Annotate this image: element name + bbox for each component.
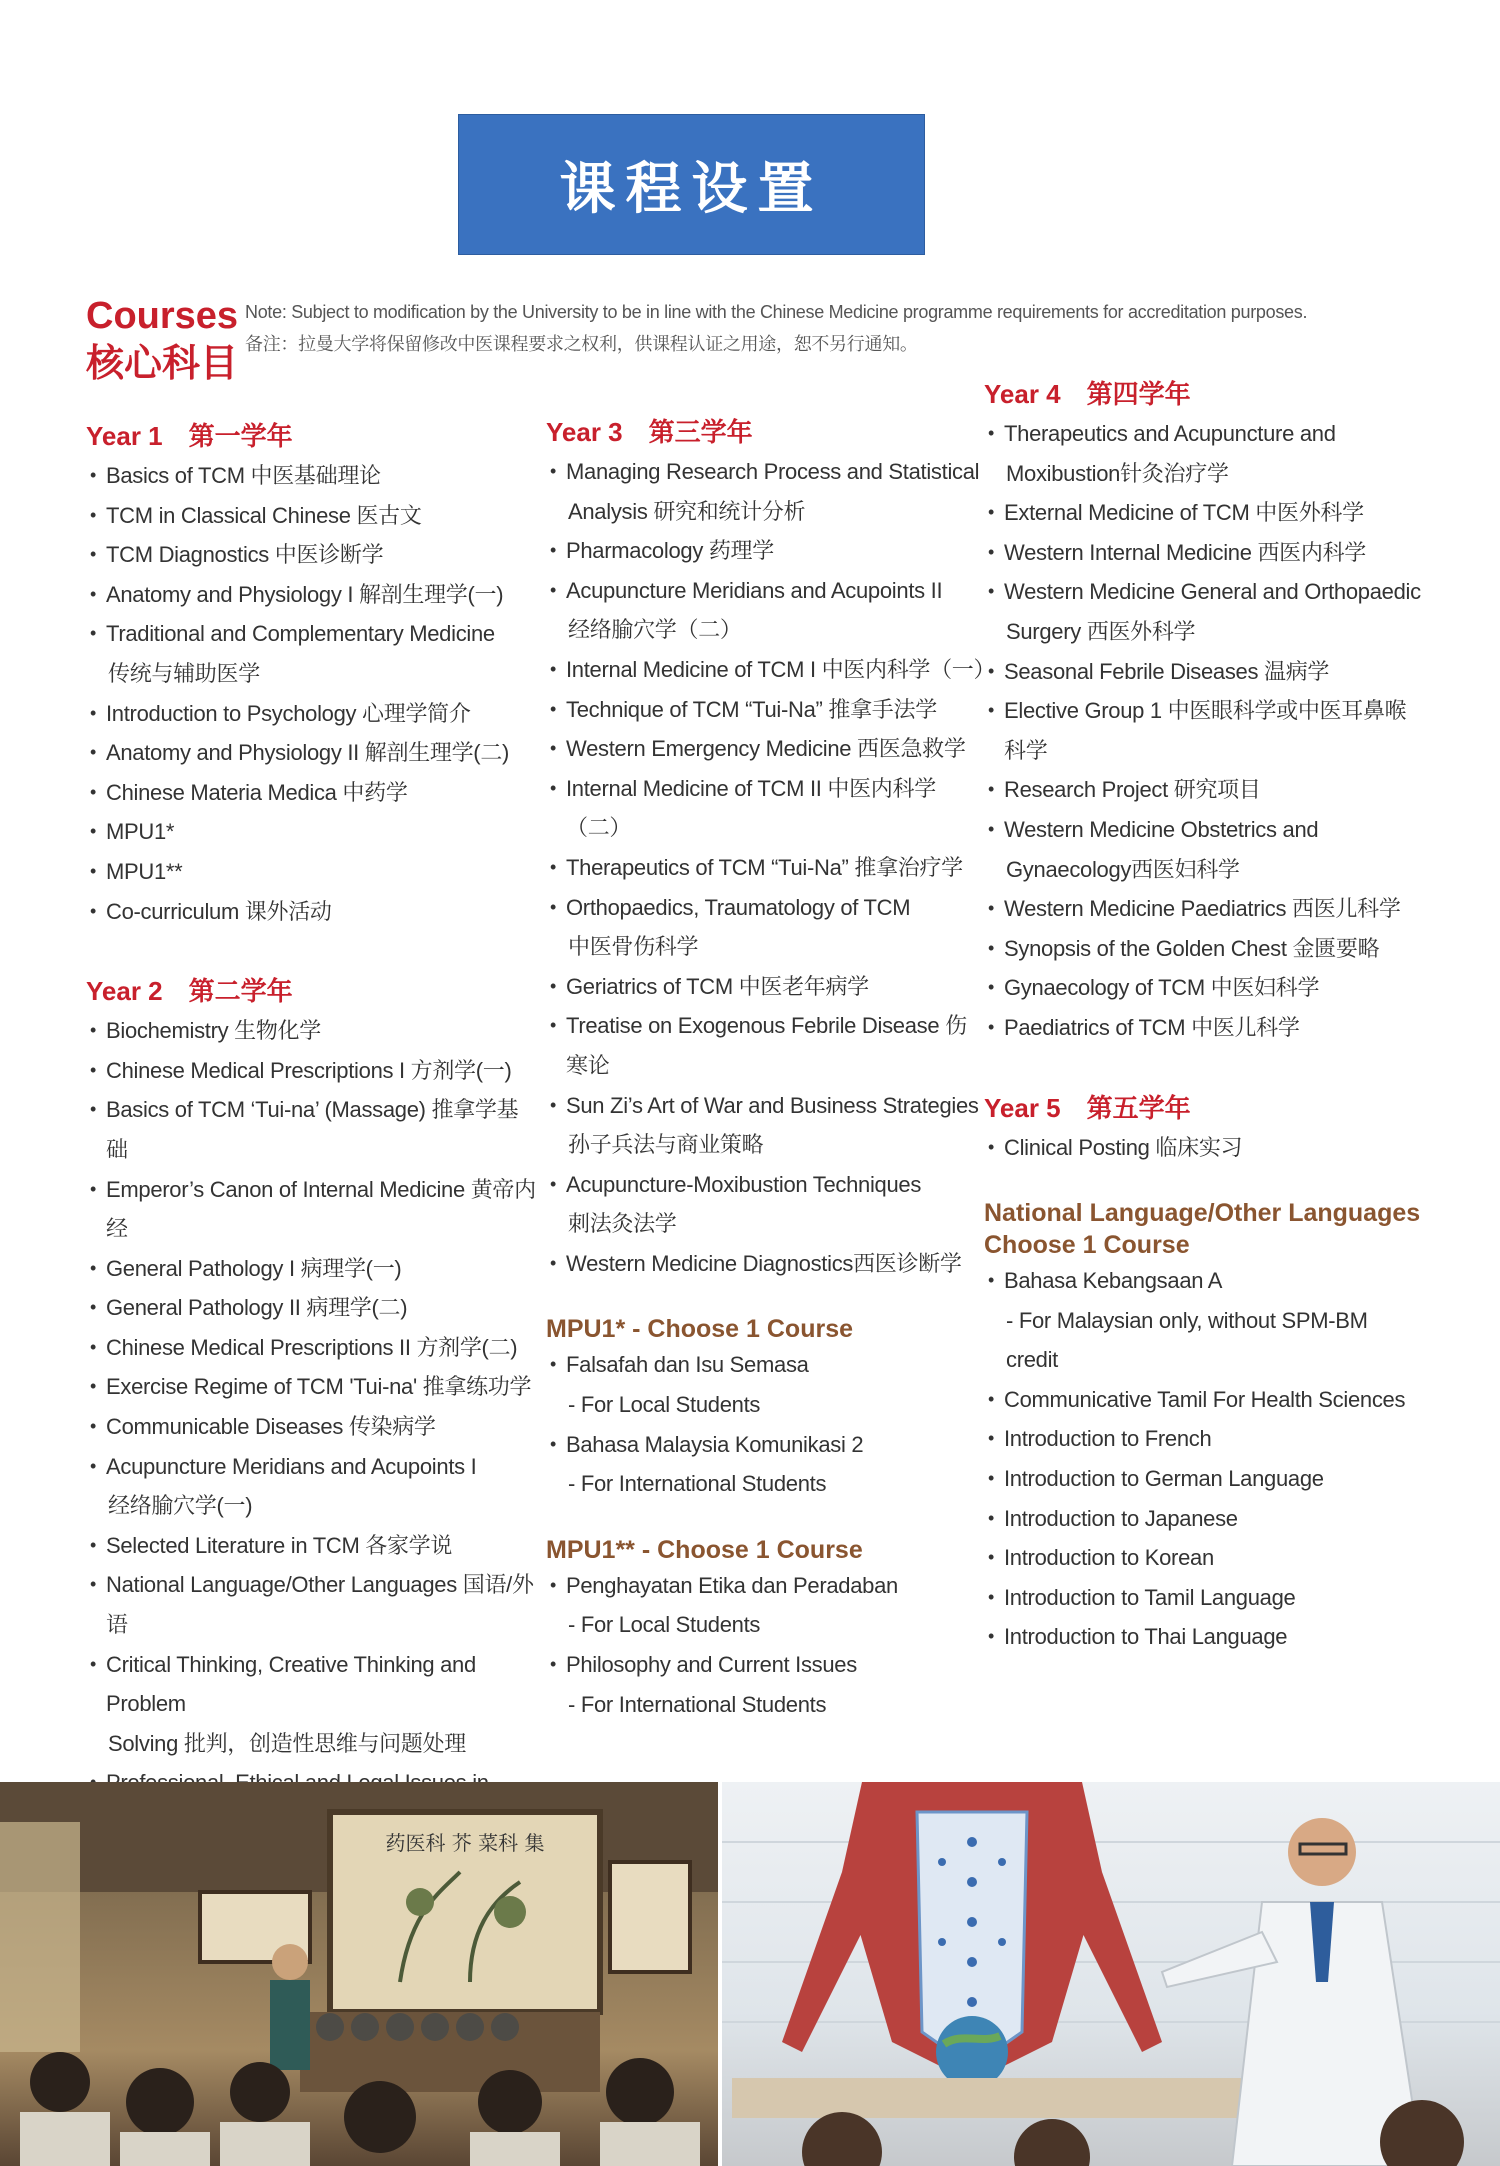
list-item-continuation: Analysis 研究和统计分析 (568, 498, 806, 524)
year2-heading: Year 2 第二学年 (86, 976, 293, 1007)
year1-heading: Year 1 第一学年 (86, 421, 293, 451)
list-item: • Western Emergency Medicine 西医急救学 (546, 729, 986, 769)
list-item: • Sun Zi’s Art of War and Business Strategies (546, 1086, 986, 1126)
list-item: • Internal Medicine of TCM II 中医内科学（二） (546, 769, 986, 848)
classroom-photo (0, 1782, 718, 2166)
list-item-continuation: Solving 批判，创造性思维与问题处理 (108, 1730, 466, 1756)
list-item: • Gynaecology of TCM 中医妇科学 (984, 968, 1424, 1008)
mpu2-list (546, 1566, 986, 1724)
languages-heading-line2: Choose 1 Course (984, 1231, 1190, 1260)
list-item: • Synopsis of the Golden Chest 金匮要略 (984, 929, 1424, 969)
list-item: • Western Medicine General and Orthopaedic (984, 572, 1424, 612)
list-item: • Anatomy and Physiology I 解剖生理学(一) (86, 575, 536, 615)
list-item-continuation: Surgery 西医外科学 (1006, 618, 1196, 644)
list-item-continuation: 经络腧穴学(一) (108, 1493, 253, 1519)
list-item: • Chinese Medical Prescriptions I 方剂学(一) (86, 1051, 536, 1091)
list-item-note: - For International Students (568, 1471, 827, 1497)
note-en: Note: Subject to modification by the University to be in line with the Chinese Medicine programme requirements for accreditation purposes. (245, 302, 1308, 322)
column-3 (984, 374, 1424, 1657)
languages-heading-line1: National Language/Other Languages (984, 1199, 1421, 1228)
languages-list (984, 1261, 1424, 1657)
list-item: • Communicative Tamil For Health Sciences (984, 1380, 1424, 1420)
list-item: • Acupuncture Meridians and Acupoints II (546, 571, 986, 611)
list-item: • Basics of TCM ‘Tui-na’ (Massage) 推拿学基础 (86, 1090, 536, 1169)
list-item: • Philosophy and Current Issues (546, 1645, 986, 1685)
list-item-continuation: 中医骨伤科学 (568, 934, 699, 960)
list-item: • Treatise on Exogenous Febrile Disease 伤寒论 (546, 1006, 986, 1085)
list-item-note: - For Local Students (568, 1392, 761, 1418)
list-item: • Geriatrics of TCM 中医老年病学 (546, 967, 986, 1007)
list-item: • Clinical Posting 临床实习 (984, 1128, 1424, 1168)
list-item: • Introduction to Japanese (984, 1499, 1424, 1539)
list-item: • Paediatrics of TCM 中医儿科学 (984, 1008, 1424, 1048)
column-1 (86, 416, 536, 2001)
list-item: • Co-curriculum 课外活动 (86, 892, 536, 932)
list-item-continuation: 经络腧穴学（二） (568, 617, 742, 643)
column-2 (546, 412, 996, 1724)
list-item: • Introduction to German Language (984, 1459, 1424, 1499)
list-item-note: - For Malaysian only, without SPM-BM credit (1006, 1307, 1368, 1373)
year5-list (984, 1128, 1424, 1168)
year5-heading: Year 5 第五学年 (984, 1092, 1191, 1123)
note-zh: 备注：拉曼大学将保留修改中医课程要求之权利，供课程认证之用途，恕不另行通知。 (245, 334, 918, 354)
list-item: • Therapeutics and Acupuncture and (984, 414, 1424, 454)
list-item: • Emperor’s Canon of Internal Medicine 黄帝内经 (86, 1170, 536, 1249)
mpu2-heading: MPU1** - Choose 1 Course (546, 1535, 863, 1564)
title-banner (458, 114, 925, 255)
list-item: • TCM in Classical Chinese 医古文 (86, 496, 536, 536)
chart-caption: 药医科 芥 菜科 集 (385, 1831, 545, 1855)
list-item: • Basics of TCM 中医基础理论 (86, 456, 536, 496)
list-item-continuation: Gynaecology西医妇科学 (1006, 856, 1240, 882)
list-item: • MPU1** (86, 852, 536, 892)
classroom-illustration (0, 1782, 718, 2166)
list-item: • External Medicine of TCM 中医外科学 (984, 493, 1424, 533)
mpu1-list (546, 1345, 986, 1503)
acupuncture-lecture-photo (722, 1782, 1500, 2166)
list-item: • TCM Diagnostics 中医诊断学 (86, 535, 536, 575)
list-item-continuation: Moxibustion针灸治疗学 (1006, 460, 1229, 486)
list-item: • Elective Group 1 中医眼科学或中医耳鼻喉科学 (984, 691, 1424, 770)
year4-heading: Year 4 第四学年 (984, 379, 1191, 409)
list-item-note: - For Local Students (568, 1612, 761, 1638)
list-item: • Internal Medicine of TCM I 中医内科学（一） (546, 650, 986, 690)
list-item: • Introduction to Korean (984, 1538, 1424, 1578)
courses-heading-zh: 核心科目 (86, 343, 239, 385)
list-item: • Communicable Diseases 传染病学 (86, 1407, 536, 1447)
list-item: • Western Medicine Diagnostics西医诊断学 (546, 1244, 986, 1284)
list-item: • Introduction to Tamil Language (984, 1578, 1424, 1618)
list-item-continuation: 传统与辅助医学 (108, 660, 260, 686)
list-item: • Western Medicine Obstetrics and (984, 810, 1424, 850)
acupuncture-illustration (722, 1782, 1500, 2166)
list-item-note: - For International Students (568, 1691, 827, 1717)
list-item: • Biochemistry 生物化学 (86, 1011, 536, 1051)
list-item: • Technique of TCM “Tui-Na” 推拿手法学 (546, 690, 986, 730)
list-item: • Critical Thinking, Creative Thinking and Problem (86, 1645, 536, 1724)
list-item: • Traditional and Complementary Medicine (86, 614, 536, 654)
list-item: • Seasonal Febrile Diseases 温病学 (984, 652, 1424, 692)
courses-heading-en: Courses (86, 295, 239, 337)
year4-list (984, 414, 1424, 1048)
list-item: • Chinese Medical Prescriptions II 方剂学(二) (86, 1328, 536, 1368)
list-item: • Introduction to Psychology 心理学简介 (86, 694, 536, 734)
list-item-continuation: 刺法灸法学 (568, 1211, 677, 1237)
photo-strip (0, 1782, 1500, 2166)
year1-list (86, 456, 536, 931)
list-item: • General Pathology II 病理学(二) (86, 1288, 536, 1328)
list-item: • Bahasa Malaysia Komunikasi 2 (546, 1425, 986, 1465)
list-item: • Research Project 研究项目 (984, 770, 1424, 810)
list-item: • Introduction to French (984, 1419, 1424, 1459)
list-item-continuation: 孙子兵法与商业策略 (568, 1132, 764, 1158)
list-item: • Bahasa Kebangsaan A (984, 1261, 1424, 1301)
list-item: • Acupuncture-Moxibustion Techniques (546, 1165, 986, 1205)
list-item: • Exercise Regime of TCM 'Tui-na' 推拿练功学 (86, 1367, 536, 1407)
mpu1-heading: MPU1* - Choose 1 Course (546, 1315, 854, 1344)
list-item: • Anatomy and Physiology II 解剖生理学(二) (86, 733, 536, 773)
list-item: • Chinese Materia Medica 中药学 (86, 773, 536, 813)
list-item: • Western Internal Medicine 西医内科学 (984, 533, 1424, 573)
courses-heading (86, 292, 238, 388)
list-item: • Managing Research Process and Statistical (546, 452, 986, 492)
year3-list (546, 452, 996, 1283)
list-item: • Acupuncture Meridians and Acupoints I (86, 1447, 536, 1487)
list-item: • Pharmacology 药理学 (546, 531, 986, 571)
list-item: • Penghayatan Etika dan Peradaban (546, 1566, 986, 1606)
list-item: • Orthopaedics, Traumatology of TCM (546, 888, 986, 928)
list-item: • Falsafah dan Isu Semasa (546, 1345, 986, 1385)
page-title: 课程设置 (559, 155, 824, 222)
list-item: • Western Medicine Paediatrics 西医儿科学 (984, 889, 1424, 929)
list-item: • Introduction to Thai Language (984, 1617, 1424, 1657)
list-item: • Therapeutics of TCM “Tui-Na” 推拿治疗学 (546, 848, 986, 888)
list-item: • Selected Literature in TCM 各家学说 (86, 1526, 536, 1566)
list-item: • General Pathology I 病理学(一) (86, 1249, 536, 1289)
list-item: • MPU1* (86, 812, 536, 852)
year3-heading: Year 3 第三学年 (546, 417, 753, 447)
list-item: • National Language/Other Languages 国语/外语 (86, 1565, 536, 1644)
accreditation-note (245, 296, 1307, 360)
